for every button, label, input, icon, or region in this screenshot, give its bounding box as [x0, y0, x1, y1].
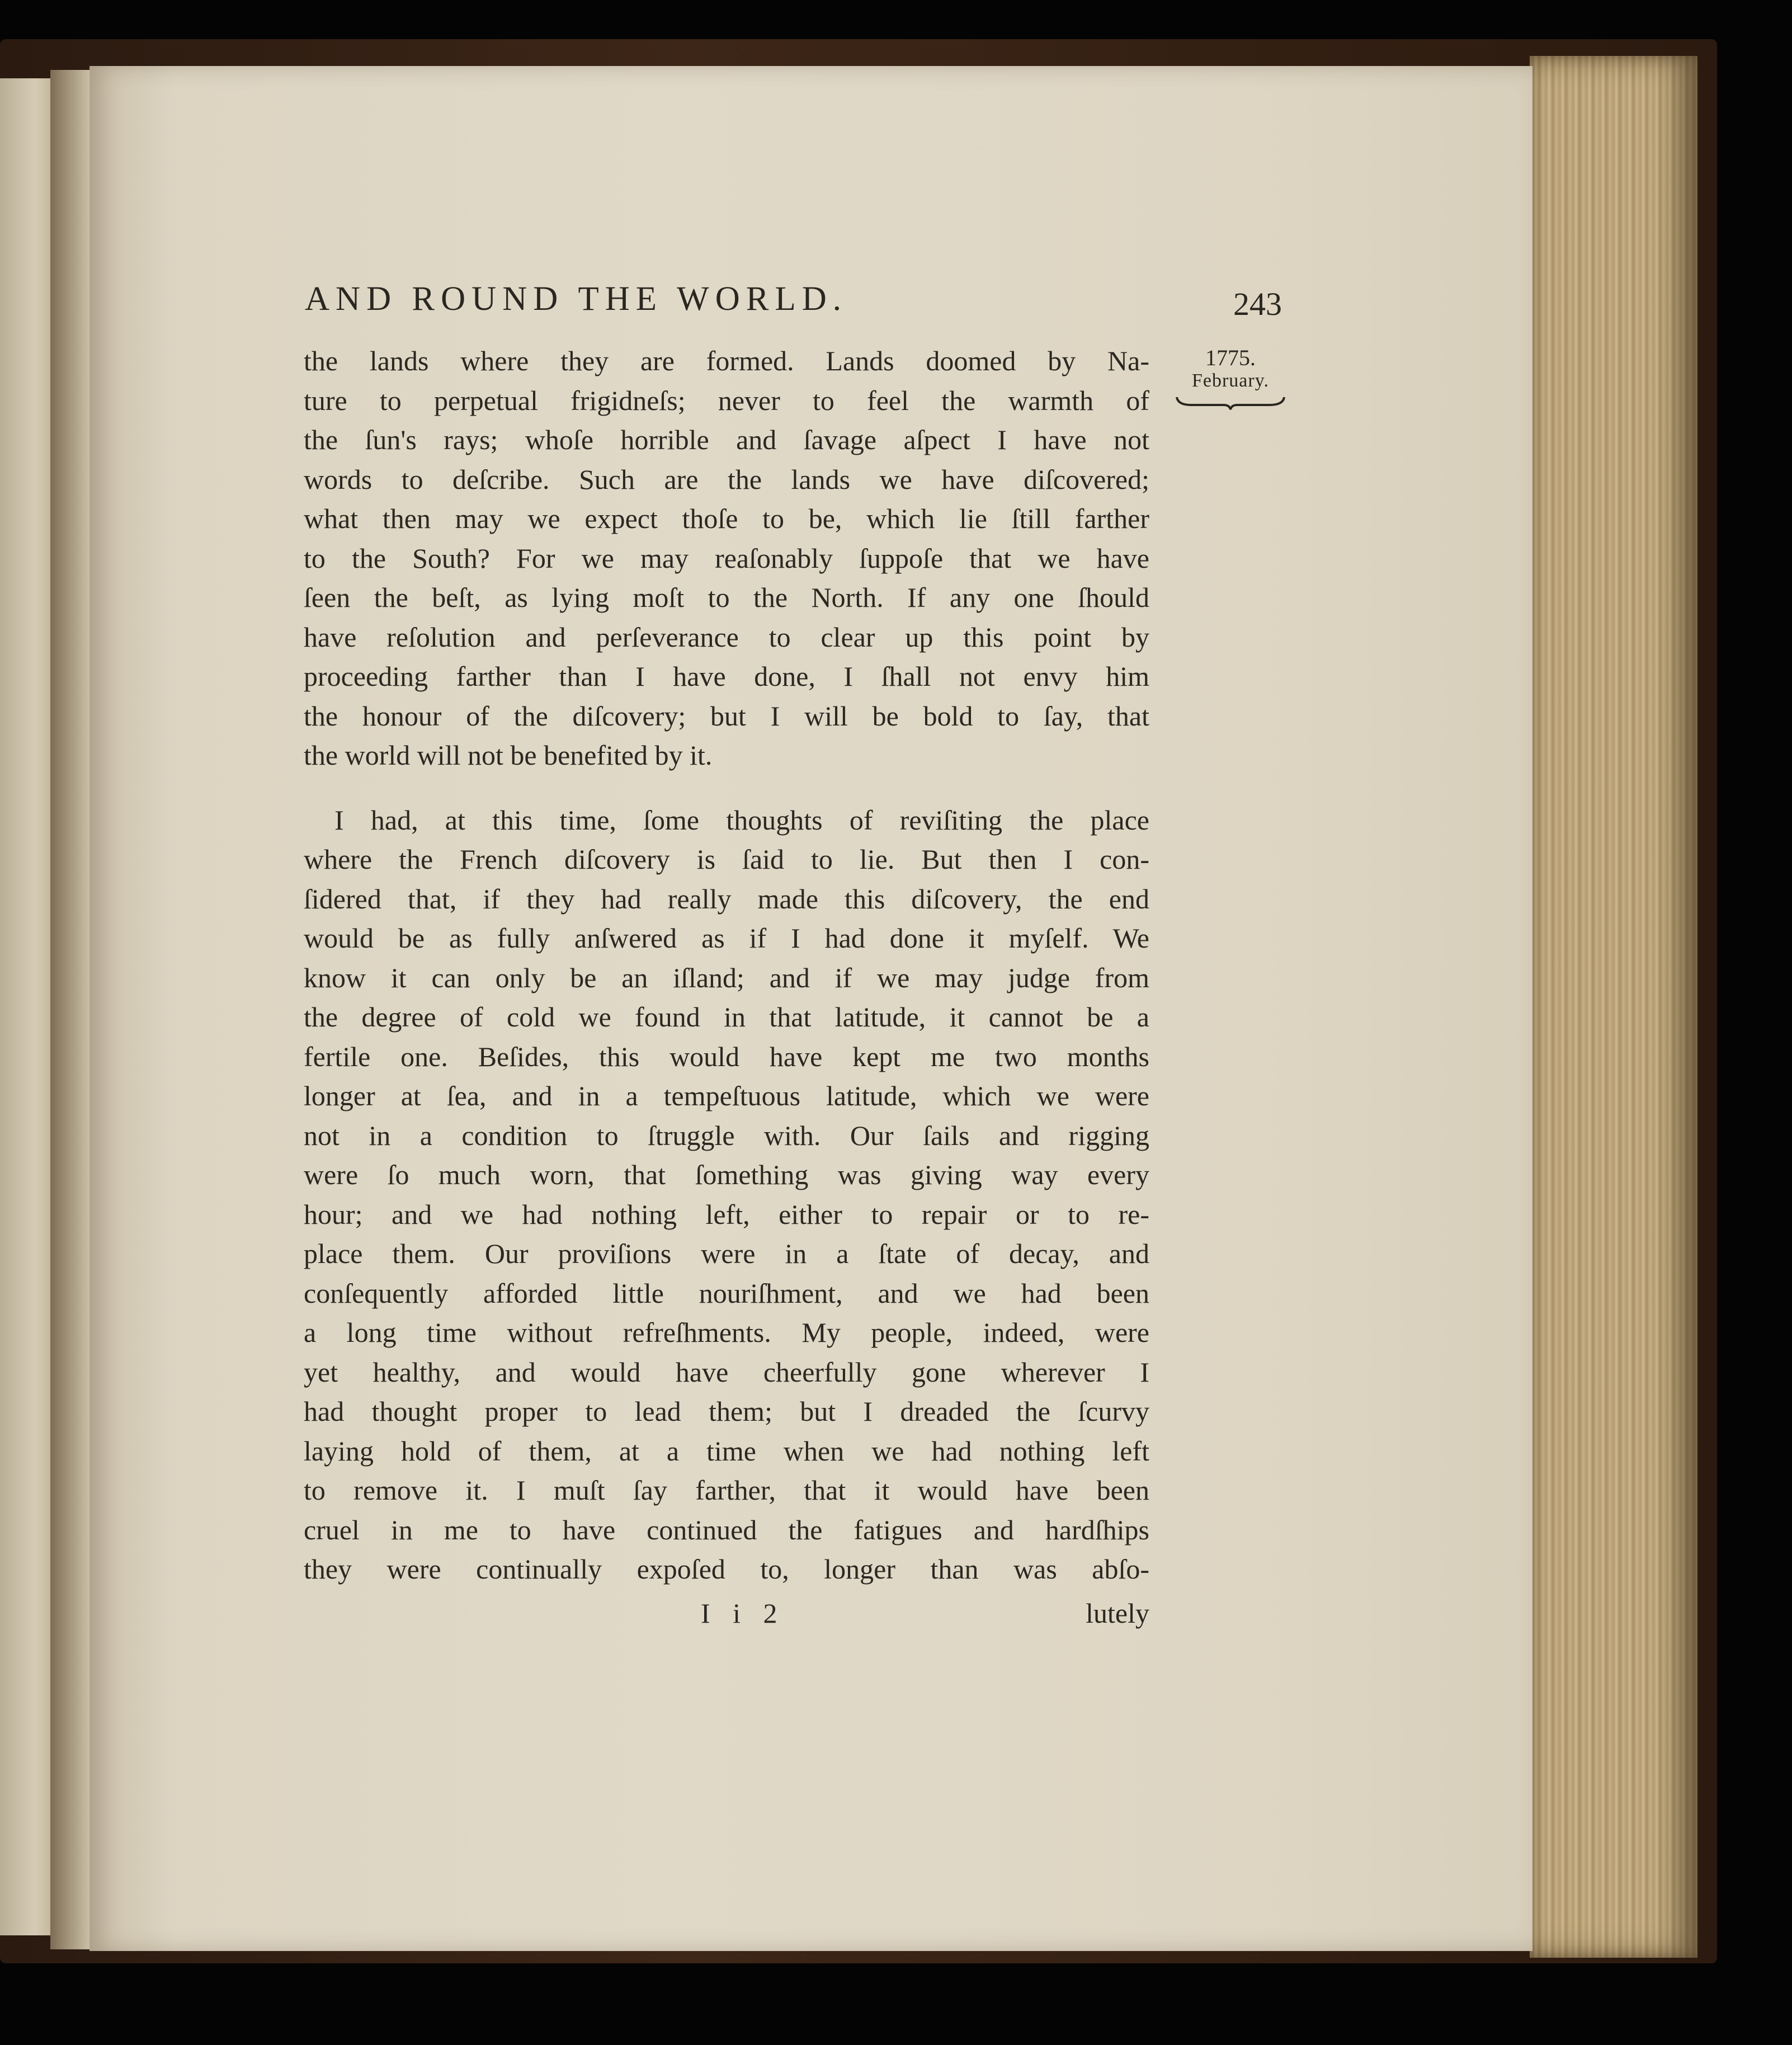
text-line: to remove it. I muſt ſay farther, that it would have been: [304, 1474, 1149, 1506]
text-line: ture to perpetual frigidneſs; never to feel the warmth of: [304, 384, 1149, 416]
text-line: hour; and we had nothing left, either to repair or to re-: [304, 1198, 1149, 1230]
text-line: would be as fully anſwered as if I had done it myſelf. We: [304, 922, 1149, 954]
text-line: have reſolution and perſeverance to clear up this point by: [304, 621, 1149, 653]
text-line: the honour of the diſcovery; but I will be bold to ſay, that: [304, 700, 1149, 732]
signature-mark: I i 2: [701, 1598, 785, 1629]
page-fore-edge: [1530, 56, 1697, 1958]
gutter: [50, 70, 92, 1949]
margin-note-month: February.: [1191, 370, 1270, 391]
brace-icon: [1175, 394, 1286, 411]
text-line: proceeding farther than I have done, I ſhall not envy him: [304, 661, 1149, 692]
text-line: ſeen the beſt, as lying moſt to the North. If any one ſhould: [304, 582, 1149, 613]
text-line: what then may we expect thoſe to be, which lie ſtill farther: [304, 503, 1149, 534]
text-line: the degree of cold we found in that latitude, it cannot be a: [304, 1001, 1149, 1033]
catchline: [304, 1597, 1149, 1636]
text-line: the lands where they are formed. Lands doomed by Na-: [304, 345, 1149, 376]
margin-note: [1169, 346, 1292, 411]
running-head: AND ROUND THE WORLD.: [305, 280, 848, 318]
catchword: lutely: [1086, 1598, 1149, 1629]
paragraph-2: [304, 800, 1149, 1589]
text-line: had thought proper to lead them; but I dreaded the ſcurvy: [304, 1396, 1149, 1427]
text-line: place them. Our proviſions were in a ſtate of decay, and: [304, 1238, 1149, 1269]
text-line: were ſo much worn, that ſomething was giving way every: [304, 1159, 1149, 1190]
text-line: a long time without refreſhments. My people, indeed, were: [304, 1317, 1149, 1348]
text-line: laying hold of them, at a time when we had nothing left: [304, 1435, 1149, 1467]
text-line: yet healthy, and would have cheerfully gone wherever I: [304, 1356, 1149, 1388]
text-line: ſidered that, if they had really made this diſcovery, the end: [304, 883, 1149, 915]
paragraph-gap: [304, 775, 1149, 800]
text-line: not in a condition to ſtruggle with. Our ſails and rigging: [304, 1119, 1149, 1151]
text-line: they were continually expoſed to, longer than was abſo-: [304, 1553, 1149, 1585]
text-line: longer at ſea, and in a tempeſtuous latitude, which we were: [304, 1080, 1149, 1111]
text-line: to the South? For we may reaſonably ſuppoſe that we have: [304, 542, 1149, 574]
page-number: 243: [1233, 286, 1282, 322]
text-line: the world will not be benefited by it.: [304, 739, 713, 771]
text-line: conſequently afforded little nouriſhment, and we had been: [304, 1277, 1149, 1309]
text-line: words to deſcribe. Such are the lands we have diſcovered;: [304, 463, 1149, 495]
left-page-edge: [0, 78, 50, 1935]
text-line: where the French diſcovery is ſaid to lie. But then I con-: [304, 844, 1149, 875]
body-text: [304, 341, 1149, 1589]
paragraph-1: [304, 341, 1149, 775]
text-line: I had, at this time, ſome thoughts of reviſiting the place: [334, 804, 1149, 836]
margin-note-year: 1775.: [1205, 345, 1256, 370]
text-line: fertile one. Beſides, this would have kept me two months: [304, 1040, 1149, 1072]
text-line: cruel in me to have continued the fatigues and hardſhips: [304, 1514, 1149, 1545]
text-line: the ſun's rays; whoſe horrible and ſavage aſpect I have not: [304, 424, 1149, 455]
text-line: know it can only be an iſland; and if we may judge from: [304, 962, 1149, 993]
